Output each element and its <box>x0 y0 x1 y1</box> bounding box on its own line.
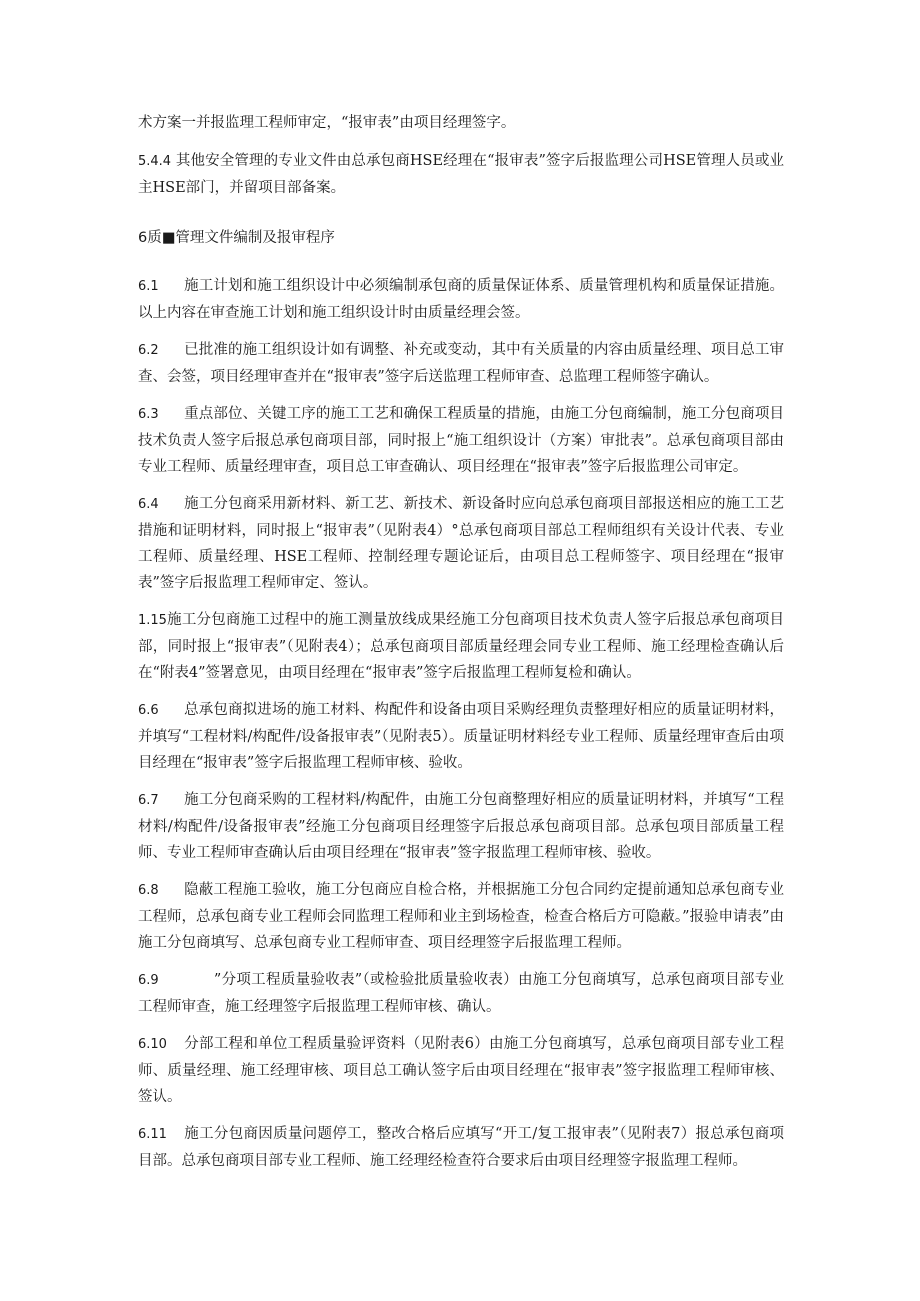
paragraph-6-11 <box>138 1121 784 1174</box>
paragraph-text: 术方案一并报监理工程师审定，“报审表”由项目经理签字。 <box>138 115 516 131</box>
paragraph-6-3 <box>138 401 784 480</box>
paragraph-6-1 <box>138 273 784 326</box>
paragraph-1-15 <box>138 607 784 686</box>
section-heading: 6质■管理文件编制及报审程序 <box>138 230 335 246</box>
paragraph-number: 6.11 <box>138 1127 167 1142</box>
paragraph-number: 6.4 <box>138 497 159 512</box>
document-page <box>138 110 784 1185</box>
paragraph-text: 已批准的施工组织设计如有调整、补充或变动，其中有关质量的内容由质量经理、项目总工审查、会签，项目经理审查并在“报审表”签字后送监理工程师审查、总监理工程师签字确认。 <box>138 342 784 385</box>
paragraph-number: 6.3 <box>138 407 159 422</box>
paragraph-text: 隐蔽工程施工验收，施工分包商应自检合格，并根据施工分包合同约定提前通知总承包商专业工程师，总承包商专业工程师会同监理工程师和业主到场检查，检查合格后方可隐蔽。”报验申请表”由施工分包商填写、总承包商专业工程师审查、项目经理签字后报监理工程师。 <box>138 882 784 951</box>
paragraph-text: 施工分包商施工过程中的施工测量放线成果经施工分包商项目技术负责人签字后报总承包商项目部，同时报上“报审表”（见附表4）；总承包商项目部质量经理会同专业工程师、施工经理检查确认后在“附表4”签署意见，由项目经理在“报审表”签字后报监理工程师复检和确认。 <box>138 612 784 681</box>
paragraph-number: 6.10 <box>138 1037 167 1052</box>
paragraph-text: 其他安全管理的专业文件由总承包商HSE经理在“报审表”签字后报监理公司HSE管理人员或业主HSE部门，并留项目部备案。 <box>138 153 785 196</box>
paragraph-number: 6.1 <box>138 279 159 294</box>
paragraph-number: 1.15 <box>138 613 167 628</box>
paragraph-text: 施工计划和施工组织设计中必须编制承包商的质量保证体系、质量管理机构和质量保证措施。以上内容在审查施工计划和施工组织设计时由质量经理会签。 <box>138 278 784 321</box>
paragraph-number: 6.8 <box>138 883 159 898</box>
paragraph-number: 6.6 <box>138 703 159 718</box>
paragraph-number: 6.7 <box>138 793 159 808</box>
paragraph-6-10 <box>138 1031 784 1110</box>
paragraph-text: 施工分包商采购的工程材料/构配件，由施工分包商整理好相应的质量证明材料，并填写“工程材料/构配件/设备报审表”经施工分包商项目经理签字后报总承包商项目部。总承包项目部质量工程师、专业工程师审查确认后由项目经理在“报审表”签字报监理工程师审核、验收。 <box>138 792 784 861</box>
paragraph-number: 6.9 <box>138 973 159 988</box>
paragraph-6-7 <box>138 787 784 866</box>
paragraph-6-9 <box>138 967 784 1020</box>
paragraph-number: 6.2 <box>138 343 159 358</box>
paragraph-text: ”分项工程质量验收表”（或检验批质量验收表）由施工分包商填写，总承包商项目部专业工程师审查，施工经理签字后报监理工程师审核、确认。 <box>138 972 784 1015</box>
paragraph-6-8 <box>138 877 784 956</box>
paragraph-text: 总承包商拟进场的施工材料、构配件和设备由项目采购经理负责整理好相应的质量证明材料，并填写“工程材料/构配件/设备报审表”（见附表5）。质量证明材料经专业工程师、质量经理审查后由项目经理在“报审表”签字后报监理工程师审核、验收。 <box>138 702 784 771</box>
paragraph-text: 施工分包商采用新材料、新工艺、新技术、新设备时应向总承包商项目部报送相应的施工工艺措施和证明材料，同时报上“报审表”（见附表4）°总承包商项目部总工程师组织有关设计代表、专业工程师、质量经理、HSE工程师、控制经理专题论证后，由项目总工程师签字、项目经理在“报审表”签字后报监理工程师审定、签认。 <box>138 496 784 591</box>
paragraph-text: 分部工程和单位工程质量验评资料（见附表6）由施工分包商填写，总承包商项目部专业工程师、质量经理、施工经理审核、项目总工确认签字后由项目经理在“报审表”签字报监理工程师审核、签认。 <box>138 1036 784 1105</box>
paragraph-continuation <box>138 110 784 136</box>
paragraph-6-6 <box>138 697 784 776</box>
paragraph-6-2 <box>138 337 784 390</box>
paragraph-6-4 <box>138 491 784 596</box>
paragraph-number: 5.4.4 <box>138 154 172 169</box>
paragraph-5-4-4 <box>138 148 784 201</box>
paragraph-text: 施工分包商因质量问题停工，整改合格后应填写“开工/复工报审表”（见附表7）报总承包商项目部。总承包商项目部专业工程师、施工经理经检查符合要求后由项目经理签字报监理工程师。 <box>138 1126 784 1169</box>
paragraph-text: 重点部位、关键工序的施工工艺和确保工程质量的措施，由施工分包商编制，施工分包商项目技术负责人签字后报总承包商项目部，同时报上“施工组织设计（方案）审批表”。总承包商项目部由专业工程师、质量经理审查，项目总工审查确认、项目经理在“报审表”签字后报监理公司审定。 <box>138 406 784 475</box>
